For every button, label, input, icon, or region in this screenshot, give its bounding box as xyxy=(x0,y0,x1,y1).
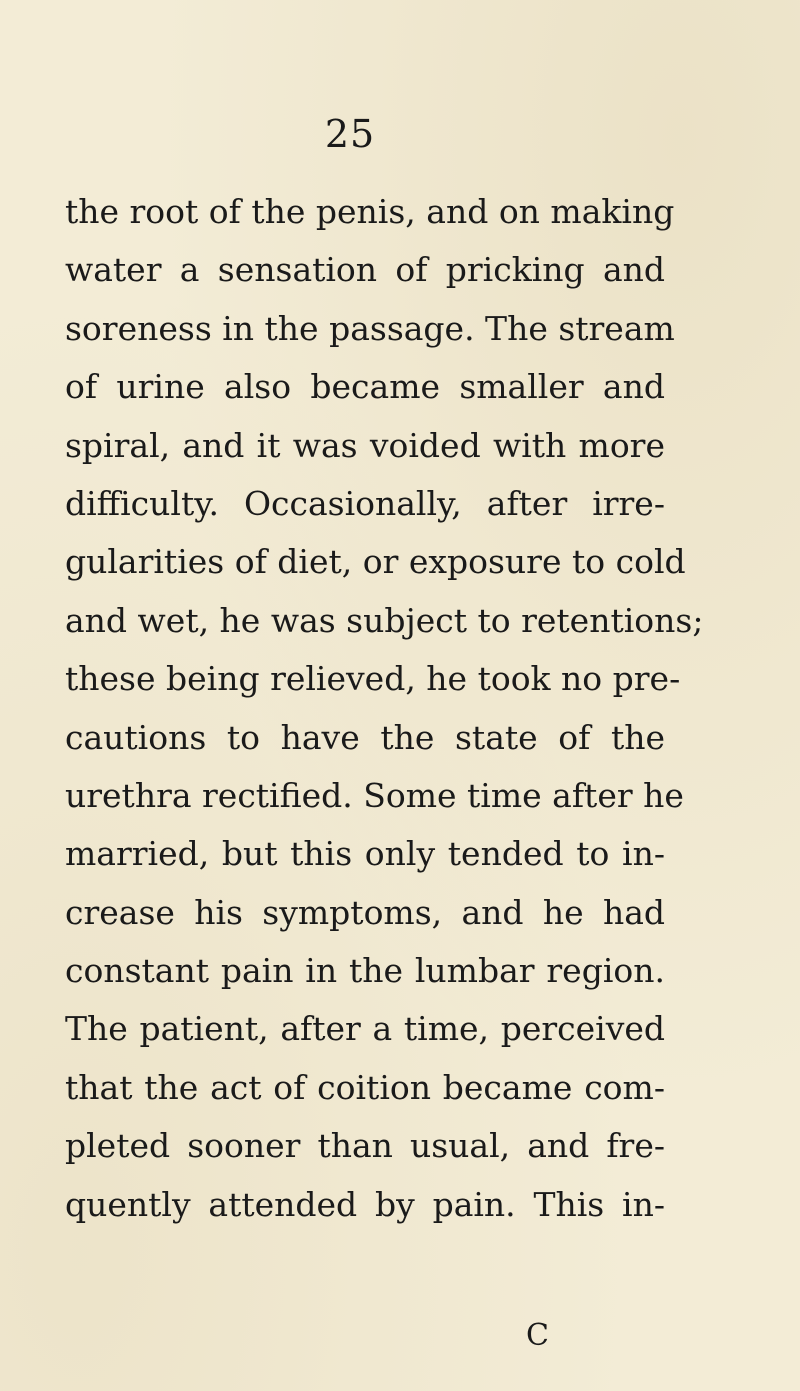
text-line: crease his symptoms, and he had xyxy=(65,892,665,932)
text-line: the root of the penis, and on making xyxy=(65,192,675,231)
text-line: constant pain in the lumbar region. xyxy=(65,951,665,991)
text-line: these being relieved, he took no pre- xyxy=(65,659,681,699)
text-line: urethra rectified. Some time after he xyxy=(65,775,684,815)
text-line: quently attended by pain. This in- xyxy=(65,1184,665,1224)
text-line: gularities of diet, or exposure to cold xyxy=(65,542,686,582)
text-line: The patient, after a time, perceived xyxy=(65,1009,665,1049)
text-line: of urine also became smaller and xyxy=(65,367,665,407)
text-line: that the act of coition became com- xyxy=(65,1067,665,1107)
text-line: spiral, and it was voided with more xyxy=(65,425,665,465)
body-text xyxy=(65,183,704,1234)
text-line: married, but this only tended to in- xyxy=(65,834,665,874)
page-number: 25 xyxy=(324,112,376,156)
text-line: cautions to have the state of the xyxy=(65,717,665,757)
text-line: soreness in the passage. The stream xyxy=(65,308,675,348)
text-line: water a sensation of pricking and xyxy=(65,250,665,290)
signature-mark: C xyxy=(526,1318,549,1353)
text-line: and wet, he was subject to retentions; xyxy=(65,600,704,640)
text-line: pleted sooner than usual, and fre- xyxy=(65,1126,665,1166)
text-line: difficulty. Occasionally, after irre- xyxy=(65,483,665,523)
